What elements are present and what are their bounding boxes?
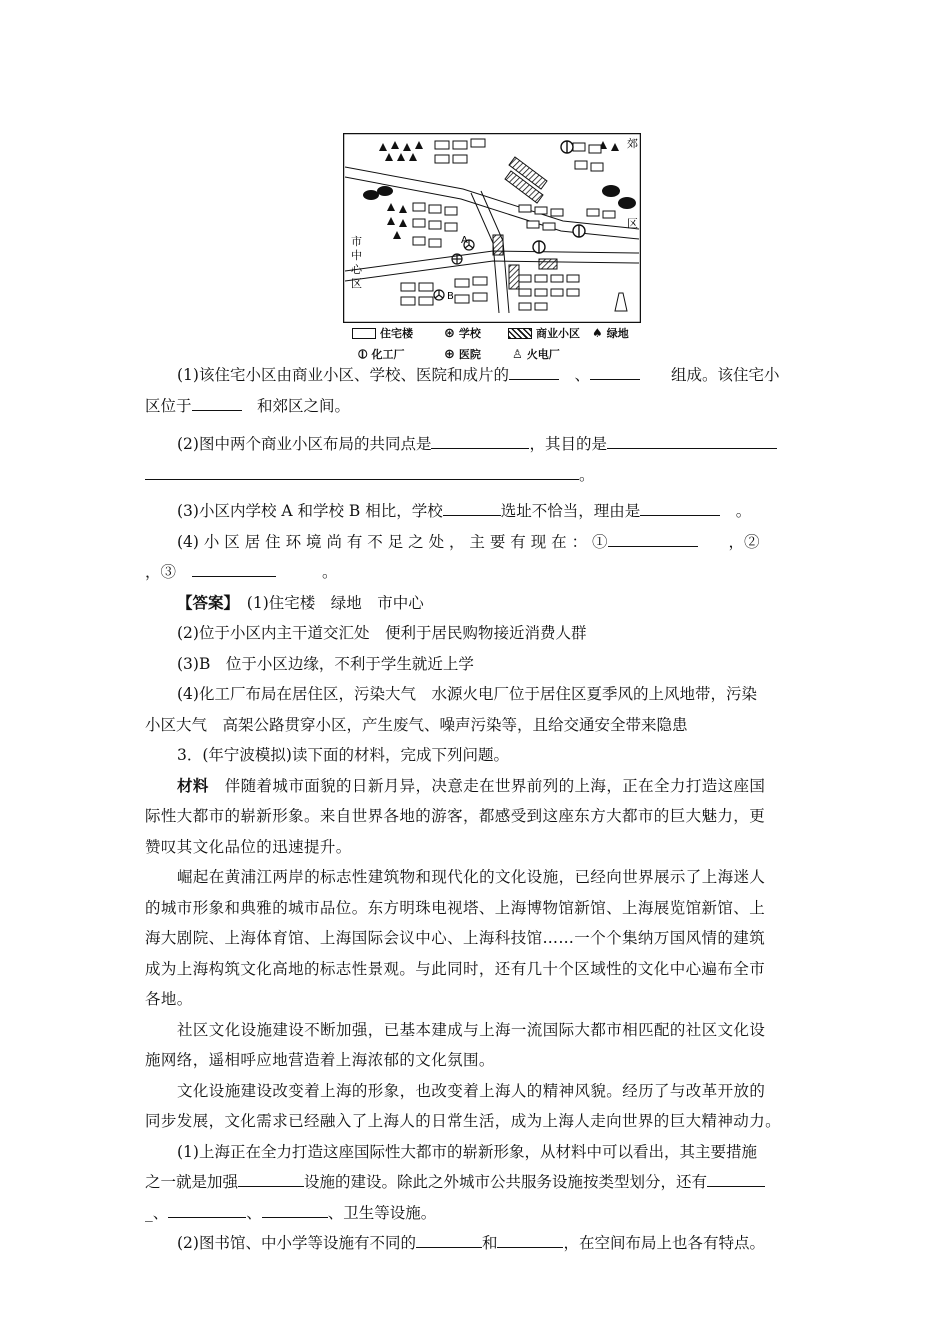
legend-green <box>592 325 629 341</box>
material-p3-l1 <box>145 1015 809 1046</box>
s1-line1 <box>145 1137 809 1168</box>
answer-2: (2)位于小区内主干道交汇处 便利于居民购物接近消费人群 <box>177 624 587 642</box>
legend-residential-label: 住宅楼 <box>380 327 413 340</box>
q1-text-b: 、 <box>574 366 590 384</box>
answer-blank[interactable] <box>168 1199 246 1218</box>
material-p1-l3 <box>145 832 809 863</box>
hospital-icon: ⊕ <box>444 346 455 362</box>
svg-text:中: 中 <box>351 249 362 262</box>
material-p1-l2 <box>145 801 809 832</box>
material-text: 际性大都市的崭新形象。来自世界各地的游客，都感受到这座东方大都市的巨大魅力，更 <box>145 807 766 825</box>
map-frame <box>344 134 641 323</box>
answer-line2 <box>145 618 809 649</box>
q1-text-a: (1)该住宅小区由商业小区、学校、医院和成片的 <box>177 366 509 384</box>
sub-question-1-text: 设施的建设。除此之外城市公共服务设施按类型划分，还有 <box>304 1173 708 1191</box>
material-text: 伴随着城市面貌的日新月异，决意走在世界前列的上海，正在全力打造这座国 <box>208 776 766 795</box>
material-text: 施网络，遥相呼应地营造着上海浓郁的文化氛围。 <box>145 1051 495 1069</box>
legend-residential <box>352 325 413 341</box>
q1-text-c: 组成。该住宅小 <box>671 366 780 384</box>
legend-chemical-label: 化工厂 <box>371 348 405 361</box>
q4-text-c: ，③ <box>145 563 177 581</box>
svg-text:心: 心 <box>351 263 362 276</box>
answer-line3 <box>145 649 809 680</box>
legend-commercial <box>508 325 580 341</box>
answer-line5 <box>145 710 809 741</box>
material-p3-l2 <box>145 1045 809 1076</box>
material-p2-l3 <box>145 923 809 954</box>
material-p2-l1 <box>145 862 809 893</box>
q3-text-c: 。 <box>735 502 752 520</box>
material-p2-l5 <box>145 984 809 1015</box>
material-text: 的城市形象和典雅的城市品位。东方明珠电视塔、上海博物馆新馆、上海展览馆新馆、上 <box>145 898 766 917</box>
question-three-title: 3．(年宁波模拟)读下面的材料，完成下列问题。 <box>177 746 509 764</box>
q2-text-c: 。 <box>579 465 595 484</box>
material-text: 文化设施建设改变着上海的形象，也改变着上海人的精神风貌。经历了与改革开放的 <box>177 1081 766 1100</box>
q2-text-a: (2)图中两个商业小区布局的共同点是 <box>177 435 432 453</box>
legend-green-label: 绿地 <box>606 327 629 340</box>
q4-text-b: ，② <box>728 532 760 551</box>
q1-text-e: 和郊区之间。 <box>257 396 351 415</box>
answer-blank[interactable] <box>608 528 698 547</box>
s2-line <box>145 1228 809 1259</box>
answer-4b: 小区大气 高架公路贯穿小区，产生废气、噪声污染等，且给交通安全带来隐患 <box>145 715 688 734</box>
q3-title <box>145 740 809 771</box>
q4-line2 <box>145 557 809 588</box>
material-p4-l2 <box>145 1106 809 1137</box>
answer-blank[interactable] <box>192 558 276 577</box>
sub-question-1: (1)上海正在全力打造这座国际性大都市的崭新形象，从材料中可以看出，其主要措施 <box>177 1142 757 1161</box>
legend-power-label: 火电厂 <box>526 348 560 361</box>
school-icon: ⊛ <box>444 325 455 341</box>
answer-blank[interactable] <box>590 361 640 380</box>
answer-blank[interactable] <box>238 1168 304 1187</box>
suburb-label-2: 区 <box>627 217 638 230</box>
hospital-icon <box>452 254 462 264</box>
q1-line1 <box>145 360 809 391</box>
answer-line1 <box>145 588 809 619</box>
sub-question-1-text: 、卫生等设施。 <box>327 1203 437 1222</box>
svg-text:市: 市 <box>351 235 362 248</box>
material-text: 海大剧院、上海体育馆、上海国际会议中心、上海科技馆……一个个集纳万国风情的建筑 <box>145 929 766 947</box>
sub-question-1-text: _、 <box>145 1203 169 1222</box>
q1-text-d: 区位于 <box>145 396 192 415</box>
svg-text:区: 区 <box>351 277 362 290</box>
city-center-label <box>351 235 363 290</box>
material-text: 成为上海构筑文化高地的标志性景观。与此同时，还有几十个区域性的文化中心遍布全市 <box>145 959 766 978</box>
tree-icon: ♠ <box>592 326 603 340</box>
answer-3: (3)B 位于小区边缘，不利于学生就近上学 <box>177 654 474 673</box>
answer-blank[interactable] <box>607 430 777 449</box>
commercial-swatch-icon <box>508 328 532 339</box>
chemical-plant-icon: ⦶ <box>358 346 368 362</box>
q4-line1 <box>145 527 809 558</box>
legend-commercial-label: 商业小区 <box>536 327 580 340</box>
answer-blank[interactable] <box>262 1199 328 1218</box>
answer-blank[interactable] <box>192 392 242 411</box>
q1-line2 <box>145 391 809 422</box>
s1-line3 <box>145 1198 809 1229</box>
sub-question-2-text: (2)图书馆、中小学等设施有不同的 <box>177 1234 416 1252</box>
sub-question-1-text: 、 <box>246 1203 262 1222</box>
material-text: 赞叹其文化品位的迅速提升。 <box>145 837 352 856</box>
q3-text-a: (3)小区内学校 A 和学校 B 相比，学校 <box>177 502 443 520</box>
answer-line4 <box>145 679 809 710</box>
residential-area-map <box>343 133 641 323</box>
answer-tag: 【答案】 <box>177 592 232 612</box>
legend-school-label: 学校 <box>458 327 481 340</box>
power-plant-icon: ♙ <box>512 347 523 361</box>
sub-question-2-text: 和 <box>481 1234 498 1252</box>
answer-1: (1)住宅楼 绿地 市中心 <box>246 593 424 612</box>
sub-question-1-text: 之一就是加强 <box>145 1173 239 1191</box>
legend-school <box>444 325 481 341</box>
answer-4a: (4)化工厂布局在居住区，污染大气 水源火电厂位于居住区夏季风的上风地带，污染 <box>177 685 757 703</box>
q2-line1 <box>145 429 809 460</box>
q3-text-b: 选址不恰当，理由是 <box>500 502 641 520</box>
answer-blank[interactable] <box>497 1229 563 1248</box>
school-b-label: B <box>447 291 454 302</box>
material-p1-l1 <box>145 771 809 802</box>
material-text: 社区文化设施建设不断加强，已基本建成与上海一流国际大都市相匹配的社区文化设 <box>177 1020 766 1039</box>
s1-line2 <box>145 1167 809 1198</box>
sub-question-2-text: ，在空间布局上也各有特点。 <box>563 1234 765 1252</box>
question-two-block <box>145 360 809 1259</box>
material-p2-l2 <box>145 893 809 924</box>
q2-line2 <box>145 460 809 491</box>
material-p2-l4 <box>145 954 809 985</box>
answer-blank[interactable] <box>416 1229 482 1248</box>
legend-hospital-label: 医院 <box>458 348 481 361</box>
answer-blank[interactable] <box>509 361 559 380</box>
material-block <box>145 771 809 1137</box>
q3-line <box>145 496 809 527</box>
answer-blank[interactable] <box>443 497 501 516</box>
map-legend <box>352 325 652 363</box>
material-tag: 材料 <box>177 775 209 795</box>
answer-blank[interactable] <box>431 430 529 449</box>
answer-blank[interactable] <box>707 1168 765 1187</box>
material-text: 崛起在黄浦江两岸的标志性建筑物和现代化的文化设施，已经向世界展示了上海迷人 <box>177 868 766 886</box>
q4-text-d: 。 <box>322 563 338 581</box>
school-a-label: A <box>461 235 468 246</box>
answer-blank[interactable] <box>640 497 720 516</box>
material-text: 各地。 <box>145 990 193 1008</box>
q4-text-a: (4) 小 区 居 住 环 境 尚 有 不 足 之 处 ， 主 要 有 现 在 ： ① <box>177 532 608 551</box>
answer-blank[interactable] <box>145 461 579 480</box>
q2-text-b: ，其目的是 <box>529 435 607 453</box>
material-p4-l1 <box>145 1076 809 1107</box>
material-text: 同步发展，文化需求已经融入了上海人的日常生活，成为上海人走向世界的巨大精神动力。 <box>145 1112 782 1130</box>
suburb-label-1: 郊 <box>627 137 638 150</box>
residential-swatch-icon <box>352 328 376 339</box>
